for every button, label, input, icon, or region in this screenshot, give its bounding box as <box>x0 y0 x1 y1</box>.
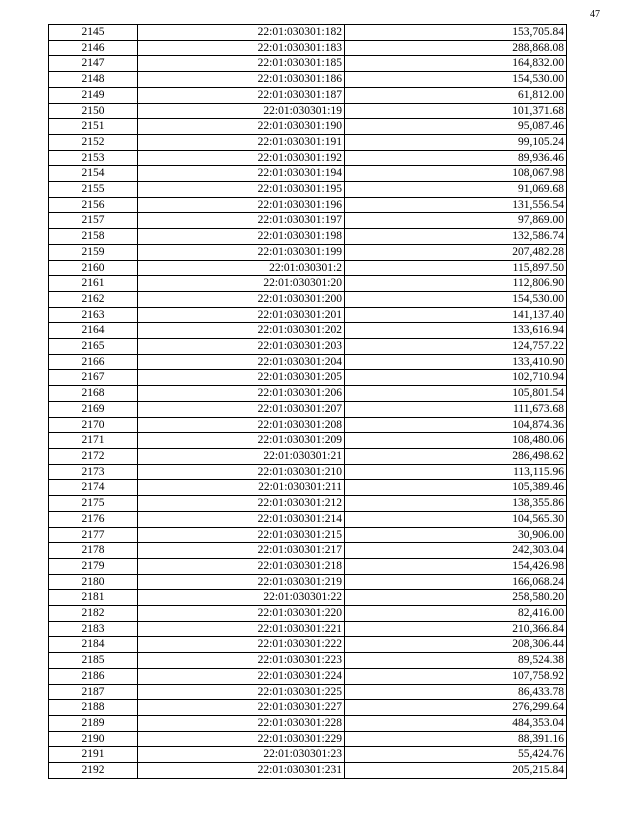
cadastral-value-cell: 102,710.94 <box>345 370 567 386</box>
row-number-cell: 2166 <box>49 354 138 370</box>
table-row <box>49 370 567 386</box>
cadastral-number-cell: 22:01:030301:2 <box>138 260 345 276</box>
table-row <box>49 56 567 72</box>
cadastral-number-cell: 22:01:030301:210 <box>138 464 345 480</box>
row-number-cell: 2158 <box>49 229 138 245</box>
cadastral-number-cell: 22:01:030301:229 <box>138 731 345 747</box>
row-number-cell: 2149 <box>49 87 138 103</box>
row-number-cell: 2145 <box>49 25 138 41</box>
cadastral-number-cell: 22:01:030301:228 <box>138 715 345 731</box>
cadastral-number-cell: 22:01:030301:215 <box>138 527 345 543</box>
table-row <box>49 87 567 103</box>
table-row <box>49 213 567 229</box>
table-row <box>49 40 567 56</box>
table-row <box>49 590 567 606</box>
cadastral-number-cell: 22:01:030301:185 <box>138 56 345 72</box>
table-row <box>49 291 567 307</box>
row-number-cell: 2150 <box>49 103 138 119</box>
row-number-cell: 2191 <box>49 747 138 763</box>
cadastral-value-cell: 115,897.50 <box>345 260 567 276</box>
table-row <box>49 229 567 245</box>
row-number-cell: 2187 <box>49 684 138 700</box>
cadastral-number-cell: 22:01:030301:208 <box>138 417 345 433</box>
table-row <box>49 260 567 276</box>
cadastral-number-cell: 22:01:030301:217 <box>138 543 345 559</box>
row-number-cell: 2192 <box>49 763 138 779</box>
cadastral-number-cell: 22:01:030301:209 <box>138 433 345 449</box>
row-number-cell: 2153 <box>49 150 138 166</box>
table-row <box>49 715 567 731</box>
table-row <box>49 150 567 166</box>
cadastral-value-cell: 286,498.62 <box>345 448 567 464</box>
cadastral-number-cell: 22:01:030301:227 <box>138 700 345 716</box>
cadastral-value-cell: 153,705.84 <box>345 25 567 41</box>
row-number-cell: 2162 <box>49 291 138 307</box>
cadastral-value-cell: 210,366.84 <box>345 621 567 637</box>
cadastral-value-cell: 131,556.54 <box>345 197 567 213</box>
cadastral-value-cell: 91,069.68 <box>345 182 567 198</box>
table-row <box>49 401 567 417</box>
table-row <box>49 621 567 637</box>
cadastral-number-cell: 22:01:030301:201 <box>138 307 345 323</box>
cadastral-number-cell: 22:01:030301:191 <box>138 134 345 150</box>
cadastral-number-cell: 22:01:030301:220 <box>138 606 345 622</box>
table-row <box>49 606 567 622</box>
row-number-cell: 2165 <box>49 339 138 355</box>
table-row <box>49 72 567 88</box>
row-number-cell: 2146 <box>49 40 138 56</box>
row-number-cell: 2159 <box>49 244 138 260</box>
cadastral-number-cell: 22:01:030301:231 <box>138 763 345 779</box>
row-number-cell: 2155 <box>49 182 138 198</box>
cadastral-value-cell: 276,299.64 <box>345 700 567 716</box>
cadastral-number-cell: 22:01:030301:202 <box>138 323 345 339</box>
cadastral-number-cell: 22:01:030301:199 <box>138 244 345 260</box>
table-row <box>49 166 567 182</box>
cadastral-number-cell: 22:01:030301:197 <box>138 213 345 229</box>
cadastral-number-cell: 22:01:030301:211 <box>138 480 345 496</box>
cadastral-number-cell: 22:01:030301:23 <box>138 747 345 763</box>
row-number-cell: 2181 <box>49 590 138 606</box>
cadastral-value-cell: 99,105.24 <box>345 134 567 150</box>
cadastral-value-cell: 97,869.00 <box>345 213 567 229</box>
cadastral-value-cell: 104,874.36 <box>345 417 567 433</box>
cadastral-number-cell: 22:01:030301:194 <box>138 166 345 182</box>
table-row <box>49 558 567 574</box>
row-number-cell: 2161 <box>49 276 138 292</box>
cadastral-number-cell: 22:01:030301:21 <box>138 448 345 464</box>
cadastral-value-cell: 104,565.30 <box>345 511 567 527</box>
table-row <box>49 464 567 480</box>
row-number-cell: 2176 <box>49 511 138 527</box>
row-number-cell: 2156 <box>49 197 138 213</box>
cadastral-value-cell: 108,067.98 <box>345 166 567 182</box>
row-number-cell: 2171 <box>49 433 138 449</box>
table-row <box>49 103 567 119</box>
row-number-cell: 2168 <box>49 386 138 402</box>
table-row <box>49 543 567 559</box>
row-number-cell: 2147 <box>49 56 138 72</box>
cadastral-value-cell: 88,391.16 <box>345 731 567 747</box>
cadastral-value-cell: 484,353.04 <box>345 715 567 731</box>
table-row <box>49 480 567 496</box>
table-row <box>49 574 567 590</box>
cadastral-number-cell: 22:01:030301:192 <box>138 150 345 166</box>
cadastral-number-cell: 22:01:030301:225 <box>138 684 345 700</box>
row-number-cell: 2170 <box>49 417 138 433</box>
table-row <box>49 763 567 779</box>
cadastral-value-cell: 154,530.00 <box>345 291 567 307</box>
cadastral-number-cell: 22:01:030301:183 <box>138 40 345 56</box>
cadastral-number-cell: 22:01:030301:223 <box>138 653 345 669</box>
cadastral-number-cell: 22:01:030301:203 <box>138 339 345 355</box>
cadastral-value-cell: 207,482.28 <box>345 244 567 260</box>
row-number-cell: 2177 <box>49 527 138 543</box>
cadastral-value-cell: 108,480.06 <box>345 433 567 449</box>
table-row <box>49 339 567 355</box>
cadastral-value-cell: 89,936.46 <box>345 150 567 166</box>
table-row <box>49 323 567 339</box>
row-number-cell: 2190 <box>49 731 138 747</box>
row-number-cell: 2185 <box>49 653 138 669</box>
row-number-cell: 2164 <box>49 323 138 339</box>
table-body <box>49 25 567 779</box>
row-number-cell: 2167 <box>49 370 138 386</box>
cadastral-value-cell: 154,530.00 <box>345 72 567 88</box>
table-row <box>49 653 567 669</box>
cadastral-value-cell: 132,586.74 <box>345 229 567 245</box>
row-number-cell: 2175 <box>49 496 138 512</box>
cadastral-value-cell: 105,389.46 <box>345 480 567 496</box>
cadastral-value-cell: 101,371.68 <box>345 103 567 119</box>
cadastral-value-cell: 112,806.90 <box>345 276 567 292</box>
table-row <box>49 496 567 512</box>
row-number-cell: 2183 <box>49 621 138 637</box>
cadastral-number-cell: 22:01:030301:206 <box>138 386 345 402</box>
cadastral-number-cell: 22:01:030301:19 <box>138 103 345 119</box>
cadastral-value-cell: 141,137.40 <box>345 307 567 323</box>
cadastral-number-cell: 22:01:030301:212 <box>138 496 345 512</box>
cadastral-number-cell: 22:01:030301:221 <box>138 621 345 637</box>
cadastral-value-cell: 113,115.96 <box>345 464 567 480</box>
cadastral-value-cell: 154,426.98 <box>345 558 567 574</box>
cadastral-number-cell: 22:01:030301:219 <box>138 574 345 590</box>
table-row <box>49 668 567 684</box>
table-row <box>49 182 567 198</box>
row-number-cell: 2148 <box>49 72 138 88</box>
cadastral-number-cell: 22:01:030301:198 <box>138 229 345 245</box>
cadastral-number-cell: 22:01:030301:207 <box>138 401 345 417</box>
table-row <box>49 276 567 292</box>
cadastral-value-cell: 258,580.20 <box>345 590 567 606</box>
row-number-cell: 2157 <box>49 213 138 229</box>
table-row <box>49 731 567 747</box>
table-row <box>49 354 567 370</box>
row-number-cell: 2160 <box>49 260 138 276</box>
row-number-cell: 2180 <box>49 574 138 590</box>
row-number-cell: 2182 <box>49 606 138 622</box>
table-row <box>49 307 567 323</box>
cadastral-number-cell: 22:01:030301:218 <box>138 558 345 574</box>
table-row <box>49 119 567 135</box>
page-number: 47 <box>590 9 600 20</box>
row-number-cell: 2172 <box>49 448 138 464</box>
row-number-cell: 2184 <box>49 637 138 653</box>
cadastral-value-cell: 138,355.86 <box>345 496 567 512</box>
cadastral-number-cell: 22:01:030301:190 <box>138 119 345 135</box>
cadastral-number-cell: 22:01:030301:204 <box>138 354 345 370</box>
cadastral-value-cell: 107,758.92 <box>345 668 567 684</box>
cadastral-number-cell: 22:01:030301:186 <box>138 72 345 88</box>
cadastral-value-cell: 89,524.38 <box>345 653 567 669</box>
cadastral-value-cell: 86,433.78 <box>345 684 567 700</box>
cadastral-value-cell: 166,068.24 <box>345 574 567 590</box>
table-row <box>49 747 567 763</box>
row-number-cell: 2163 <box>49 307 138 323</box>
table-row <box>49 684 567 700</box>
row-number-cell: 2178 <box>49 543 138 559</box>
cadastral-value-cell: 111,673.68 <box>345 401 567 417</box>
table-row <box>49 25 567 41</box>
cadastral-number-cell: 22:01:030301:214 <box>138 511 345 527</box>
cadastral-value-cell: 242,303.04 <box>345 543 567 559</box>
cadastral-number-cell: 22:01:030301:195 <box>138 182 345 198</box>
cadastral-number-cell: 22:01:030301:196 <box>138 197 345 213</box>
row-number-cell: 2173 <box>49 464 138 480</box>
row-number-cell: 2169 <box>49 401 138 417</box>
table-row <box>49 244 567 260</box>
table-row <box>49 511 567 527</box>
table-row <box>49 134 567 150</box>
row-number-cell: 2189 <box>49 715 138 731</box>
cadastral-value-cell: 61,812.00 <box>345 87 567 103</box>
cadastral-number-cell: 22:01:030301:187 <box>138 87 345 103</box>
cadastral-value-cell: 164,832.00 <box>345 56 567 72</box>
cadastral-number-cell: 22:01:030301:20 <box>138 276 345 292</box>
cadastral-value-cell: 205,215.84 <box>345 763 567 779</box>
cadastral-value-cell: 288,868.08 <box>345 40 567 56</box>
table-row <box>49 197 567 213</box>
cadastral-number-cell: 22:01:030301:205 <box>138 370 345 386</box>
row-number-cell: 2154 <box>49 166 138 182</box>
table-row <box>49 700 567 716</box>
cadastral-value-cell: 124,757.22 <box>345 339 567 355</box>
cadastral-value-table <box>48 24 567 779</box>
cadastral-value-cell: 82,416.00 <box>345 606 567 622</box>
cadastral-number-cell: 22:01:030301:200 <box>138 291 345 307</box>
cadastral-number-cell: 22:01:030301:224 <box>138 668 345 684</box>
cadastral-number-cell: 22:01:030301:222 <box>138 637 345 653</box>
row-number-cell: 2186 <box>49 668 138 684</box>
table-row <box>49 448 567 464</box>
cadastral-value-cell: 133,616.94 <box>345 323 567 339</box>
row-number-cell: 2151 <box>49 119 138 135</box>
cadastral-value-cell: 30,906.00 <box>345 527 567 543</box>
cadastral-number-cell: 22:01:030301:182 <box>138 25 345 41</box>
row-number-cell: 2152 <box>49 134 138 150</box>
cadastral-value-cell: 55,424.76 <box>345 747 567 763</box>
row-number-cell: 2174 <box>49 480 138 496</box>
table-row <box>49 637 567 653</box>
table-row <box>49 417 567 433</box>
table-row <box>49 386 567 402</box>
cadastral-value-cell: 133,410.90 <box>345 354 567 370</box>
row-number-cell: 2188 <box>49 700 138 716</box>
row-number-cell: 2179 <box>49 558 138 574</box>
cadastral-value-cell: 95,087.46 <box>345 119 567 135</box>
cadastral-value-cell: 105,801.54 <box>345 386 567 402</box>
cadastral-number-cell: 22:01:030301:22 <box>138 590 345 606</box>
table-row <box>49 433 567 449</box>
cadastral-value-cell: 208,306.44 <box>345 637 567 653</box>
table-row <box>49 527 567 543</box>
